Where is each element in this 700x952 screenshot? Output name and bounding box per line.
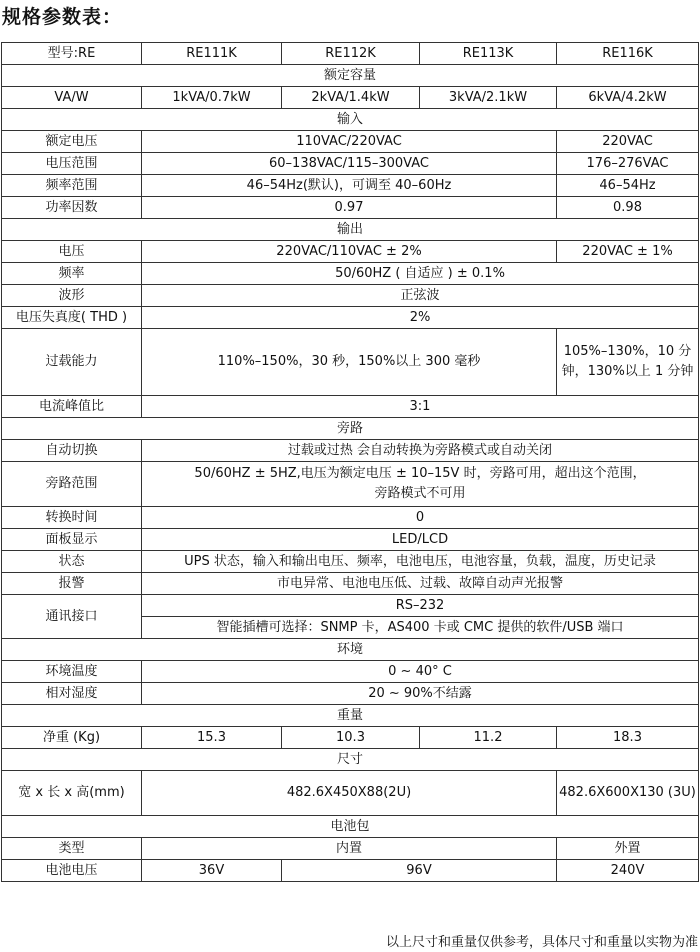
cell-value: 11.2 <box>420 727 557 749</box>
section-row <box>2 705 699 727</box>
header-re113k: RE113K <box>420 43 557 65</box>
table-row <box>2 440 699 462</box>
section-row <box>2 639 699 661</box>
section-row <box>2 219 699 241</box>
cell-value: LED/LCD <box>142 529 699 551</box>
table-row <box>2 87 699 109</box>
bypass-range-line-1: 50/60HZ ± 5HZ,电压为额定电压 ± 10–15V 时，旁路可用，超出这个范围， <box>194 466 646 481</box>
section-battery: 电池包 <box>2 816 699 838</box>
table-row <box>2 153 699 175</box>
cell-value: 1kVA/0.7kW <box>142 87 282 109</box>
table-row <box>2 661 699 683</box>
section-row <box>2 109 699 131</box>
cell-value: 220VAC <box>557 131 699 153</box>
section-capacity: 额定容量 <box>2 65 699 87</box>
cell-value: 482.6X600X130 (3U) <box>557 771 699 816</box>
row-label: 频率 <box>2 263 142 285</box>
cell-value: 市电异常、电池电压低、过载、故障自动声光报警 <box>142 573 699 595</box>
cell-value: 110%–150%，30 秒，150%以上 300 毫秒 <box>142 329 557 396</box>
row-label: 宽 x 长 x 高(mm) <box>2 771 142 816</box>
cell-value: 36V <box>142 860 282 882</box>
row-label: 类型 <box>2 838 142 860</box>
cell-value: 10.3 <box>282 727 420 749</box>
section-bypass: 旁路 <box>2 418 699 440</box>
row-label: 电压失真度( THD ) <box>2 307 142 329</box>
table-row <box>2 860 699 882</box>
cell-value: 6kVA/4.2kW <box>557 87 699 109</box>
header-re116k: RE116K <box>557 43 699 65</box>
table-row <box>2 175 699 197</box>
row-label: 额定电压 <box>2 131 142 153</box>
row-label: 过载能力 <box>2 329 142 396</box>
cell-value: 0.98 <box>557 197 699 219</box>
cell-value: RS–232 <box>142 595 699 617</box>
row-label: 功率因数 <box>2 197 142 219</box>
section-output: 输出 <box>2 219 699 241</box>
cell-value: 过载或过热 会自动转换为旁路模式或自动关闭 <box>142 440 699 462</box>
table-row <box>2 241 699 263</box>
table-row <box>2 263 699 285</box>
cell-value: 2% <box>142 307 699 329</box>
cell-value: 46–54Hz <box>557 175 699 197</box>
row-label: 转换时间 <box>2 507 142 529</box>
row-label: 波形 <box>2 285 142 307</box>
cell-value: 105%–130%，10 分钟，130%以上 1 分钟 <box>557 329 699 396</box>
cell-value: 正弦波 <box>142 285 699 307</box>
row-label: 状态 <box>2 551 142 573</box>
table-row <box>2 329 699 396</box>
row-label: 相对湿度 <box>2 683 142 705</box>
section-row <box>2 816 699 838</box>
section-weight: 重量 <box>2 705 699 727</box>
table-row <box>2 771 699 816</box>
row-label: 报警 <box>2 573 142 595</box>
row-label: 通讯接口 <box>2 595 142 639</box>
cell-value: 176–276VAC <box>557 153 699 175</box>
section-row <box>2 418 699 440</box>
page-title: 规格参数表： <box>2 6 123 28</box>
row-label: 环境温度 <box>2 661 142 683</box>
cell-value: 智能插槽可选择：SNMP 卡，AS400 卡或 CMC 提供的软件/USB 端口 <box>142 617 699 639</box>
row-label: 电压范围 <box>2 153 142 175</box>
table-row <box>2 307 699 329</box>
spec-table <box>1 42 699 882</box>
cell-value: 0 ~ 40° C <box>142 661 699 683</box>
bypass-range-line-2: 旁路模式不可用 <box>374 486 466 501</box>
table-row <box>2 197 699 219</box>
table-row <box>2 396 699 418</box>
table-row <box>2 551 699 573</box>
table-row <box>2 838 699 860</box>
section-row <box>2 65 699 87</box>
row-label: VA/W <box>2 87 142 109</box>
table-row <box>2 573 699 595</box>
table-header-row <box>2 43 699 65</box>
row-label: 电流峰值比 <box>2 396 142 418</box>
cell-value: 3kVA/2.1kW <box>420 87 557 109</box>
header-re112k: RE112K <box>282 43 420 65</box>
table-row <box>2 131 699 153</box>
cell-value: 2kVA/1.4kW <box>282 87 420 109</box>
table-row <box>2 507 699 529</box>
cell-value: 240V <box>557 860 699 882</box>
cell-value: 0.97 <box>142 197 557 219</box>
row-label: 频率范围 <box>2 175 142 197</box>
table-row <box>2 285 699 307</box>
cell-value: 外置 <box>557 838 699 860</box>
cell-value: 3:1 <box>142 396 699 418</box>
header-model: 型号:RE <box>2 43 142 65</box>
cell-value: 60–138VAC/115–300VAC <box>142 153 557 175</box>
cell-value <box>142 462 699 507</box>
cell-value: 220VAC ± 1% <box>557 241 699 263</box>
cell-value: 0 <box>142 507 699 529</box>
header-re111k: RE111K <box>142 43 282 65</box>
table-row <box>2 683 699 705</box>
table-row <box>2 462 699 507</box>
row-label: 自动切换 <box>2 440 142 462</box>
cell-value: 110VAC/220VAC <box>142 131 557 153</box>
row-label: 电压 <box>2 241 142 263</box>
row-label: 面板显示 <box>2 529 142 551</box>
section-environment: 环境 <box>2 639 699 661</box>
cell-value: 15.3 <box>142 727 282 749</box>
section-input: 输入 <box>2 109 699 131</box>
row-label: 电池电压 <box>2 860 142 882</box>
section-dimensions: 尺寸 <box>2 749 699 771</box>
cell-value: 50/60HZ ( 自适应 ) ± 0.1% <box>142 263 699 285</box>
cell-value: 220VAC/110VAC ± 2% <box>142 241 557 263</box>
cell-value: 482.6X450X88(2U) <box>142 771 557 816</box>
cell-value: 20 ~ 90%不结露 <box>142 683 699 705</box>
cell-value: 18.3 <box>557 727 699 749</box>
cell-value: 内置 <box>142 838 557 860</box>
table-row <box>2 595 699 617</box>
table-row <box>2 529 699 551</box>
row-label: 净重 (Kg) <box>2 727 142 749</box>
row-label: 旁路范围 <box>2 462 142 507</box>
cell-value: 46–54Hz(默认)，可调至 40–60Hz <box>142 175 557 197</box>
cell-value: UPS 状态，输入和输出电压、频率，电池电压，电池容量，负载，温度，历史记录 <box>142 551 699 573</box>
section-row <box>2 749 699 771</box>
table-row <box>2 727 699 749</box>
footnote: 以上尺寸和重量仅供参考，具体尺寸和重量以实物为准 <box>385 935 698 950</box>
cell-value: 96V <box>282 860 557 882</box>
